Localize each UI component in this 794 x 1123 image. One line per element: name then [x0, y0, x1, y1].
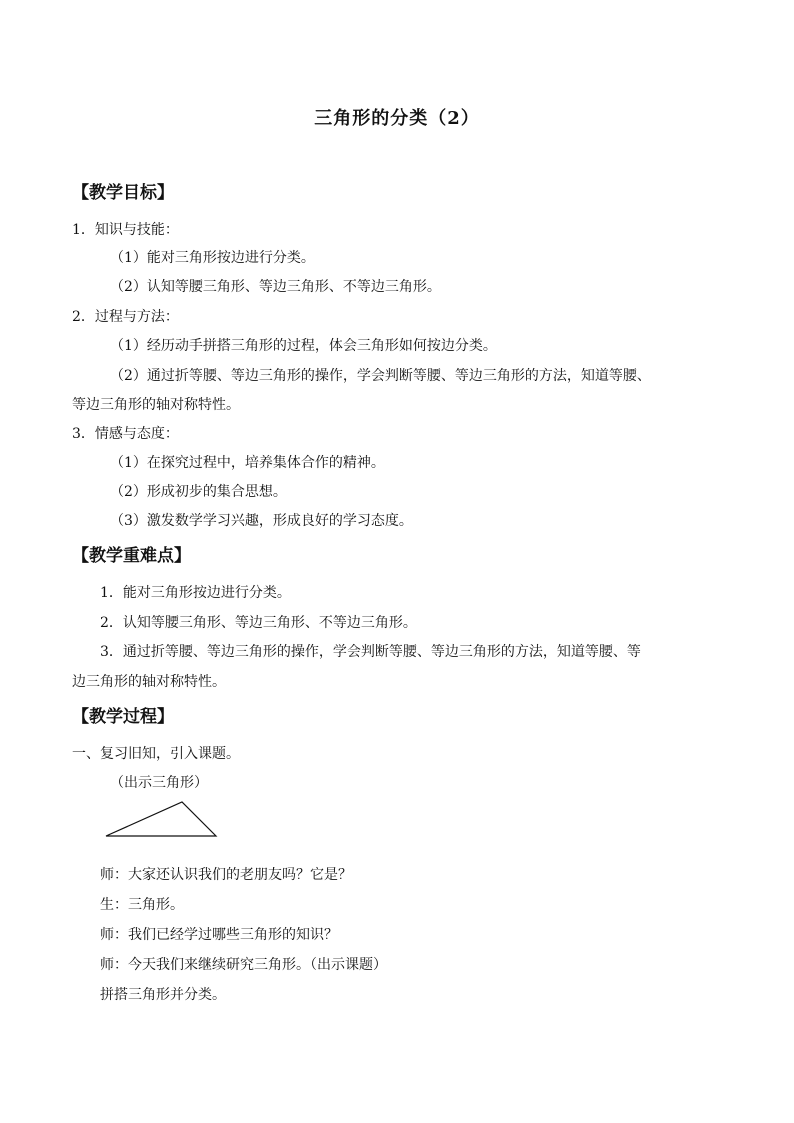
section-heading-objectives: 【教学目标】 — [72, 183, 174, 203]
triangle-figure — [104, 800, 218, 838]
process-line: （出示三角形） — [110, 775, 208, 791]
objective-line: 2．过程与方法： — [72, 309, 179, 325]
key-point-line: 1．能对三角形按边进行分类。 — [100, 585, 291, 601]
triangle-shape — [106, 802, 216, 836]
process-line: 一、复习旧知，引入课题。 — [72, 746, 240, 762]
objective-line: （2）认知等腰三角形、等边三角形、不等边三角形。 — [110, 279, 441, 295]
key-point-line: 边三角形的轴对称特性。 — [72, 674, 226, 690]
process-line: 拼搭三角形并分类。 — [100, 987, 226, 1003]
section-heading-process: 【教学过程】 — [72, 707, 174, 727]
key-point-line: 2．认知等腰三角形、等边三角形、不等边三角形。 — [100, 615, 417, 631]
objective-line: （3）激发数学学习兴趣，形成良好的学习态度。 — [110, 513, 413, 529]
process-line: 师：大家还认识我们的老朋友吗？它是？ — [100, 867, 352, 883]
objective-line: （2）通过折等腰、等边三角形的操作，学会判断等腰、等边三角形的方法，知道等腰、 — [110, 368, 651, 384]
objective-line: （1）在探究过程中，培养集体合作的精神。 — [110, 455, 385, 471]
objective-line: （1）能对三角形按边进行分类。 — [110, 250, 315, 266]
process-line: 生：三角形。 — [100, 897, 184, 913]
objective-line: 3．情感与态度： — [72, 426, 179, 442]
objective-line: 等边三角形的轴对称特性。 — [72, 397, 240, 413]
objective-line: 1．知识与技能： — [72, 222, 179, 238]
document-title: 三角形的分类（2） — [314, 108, 480, 129]
objective-line: （1）经历动手拼搭三角形的过程，体会三角形如何按边分类。 — [110, 338, 497, 354]
key-point-line: 3．通过折等腰、等边三角形的操作，学会判断等腰、等边三角形的方法，知道等腰、等 — [100, 644, 641, 660]
objective-line: （2）形成初步的集合思想。 — [110, 484, 287, 500]
section-heading-key-points: 【教学重难点】 — [72, 546, 191, 566]
process-line: 师：我们已经学过哪些三角形的知识？ — [100, 927, 338, 943]
process-line: 师：今天我们来继续研究三角形。（出示课题） — [100, 957, 387, 973]
